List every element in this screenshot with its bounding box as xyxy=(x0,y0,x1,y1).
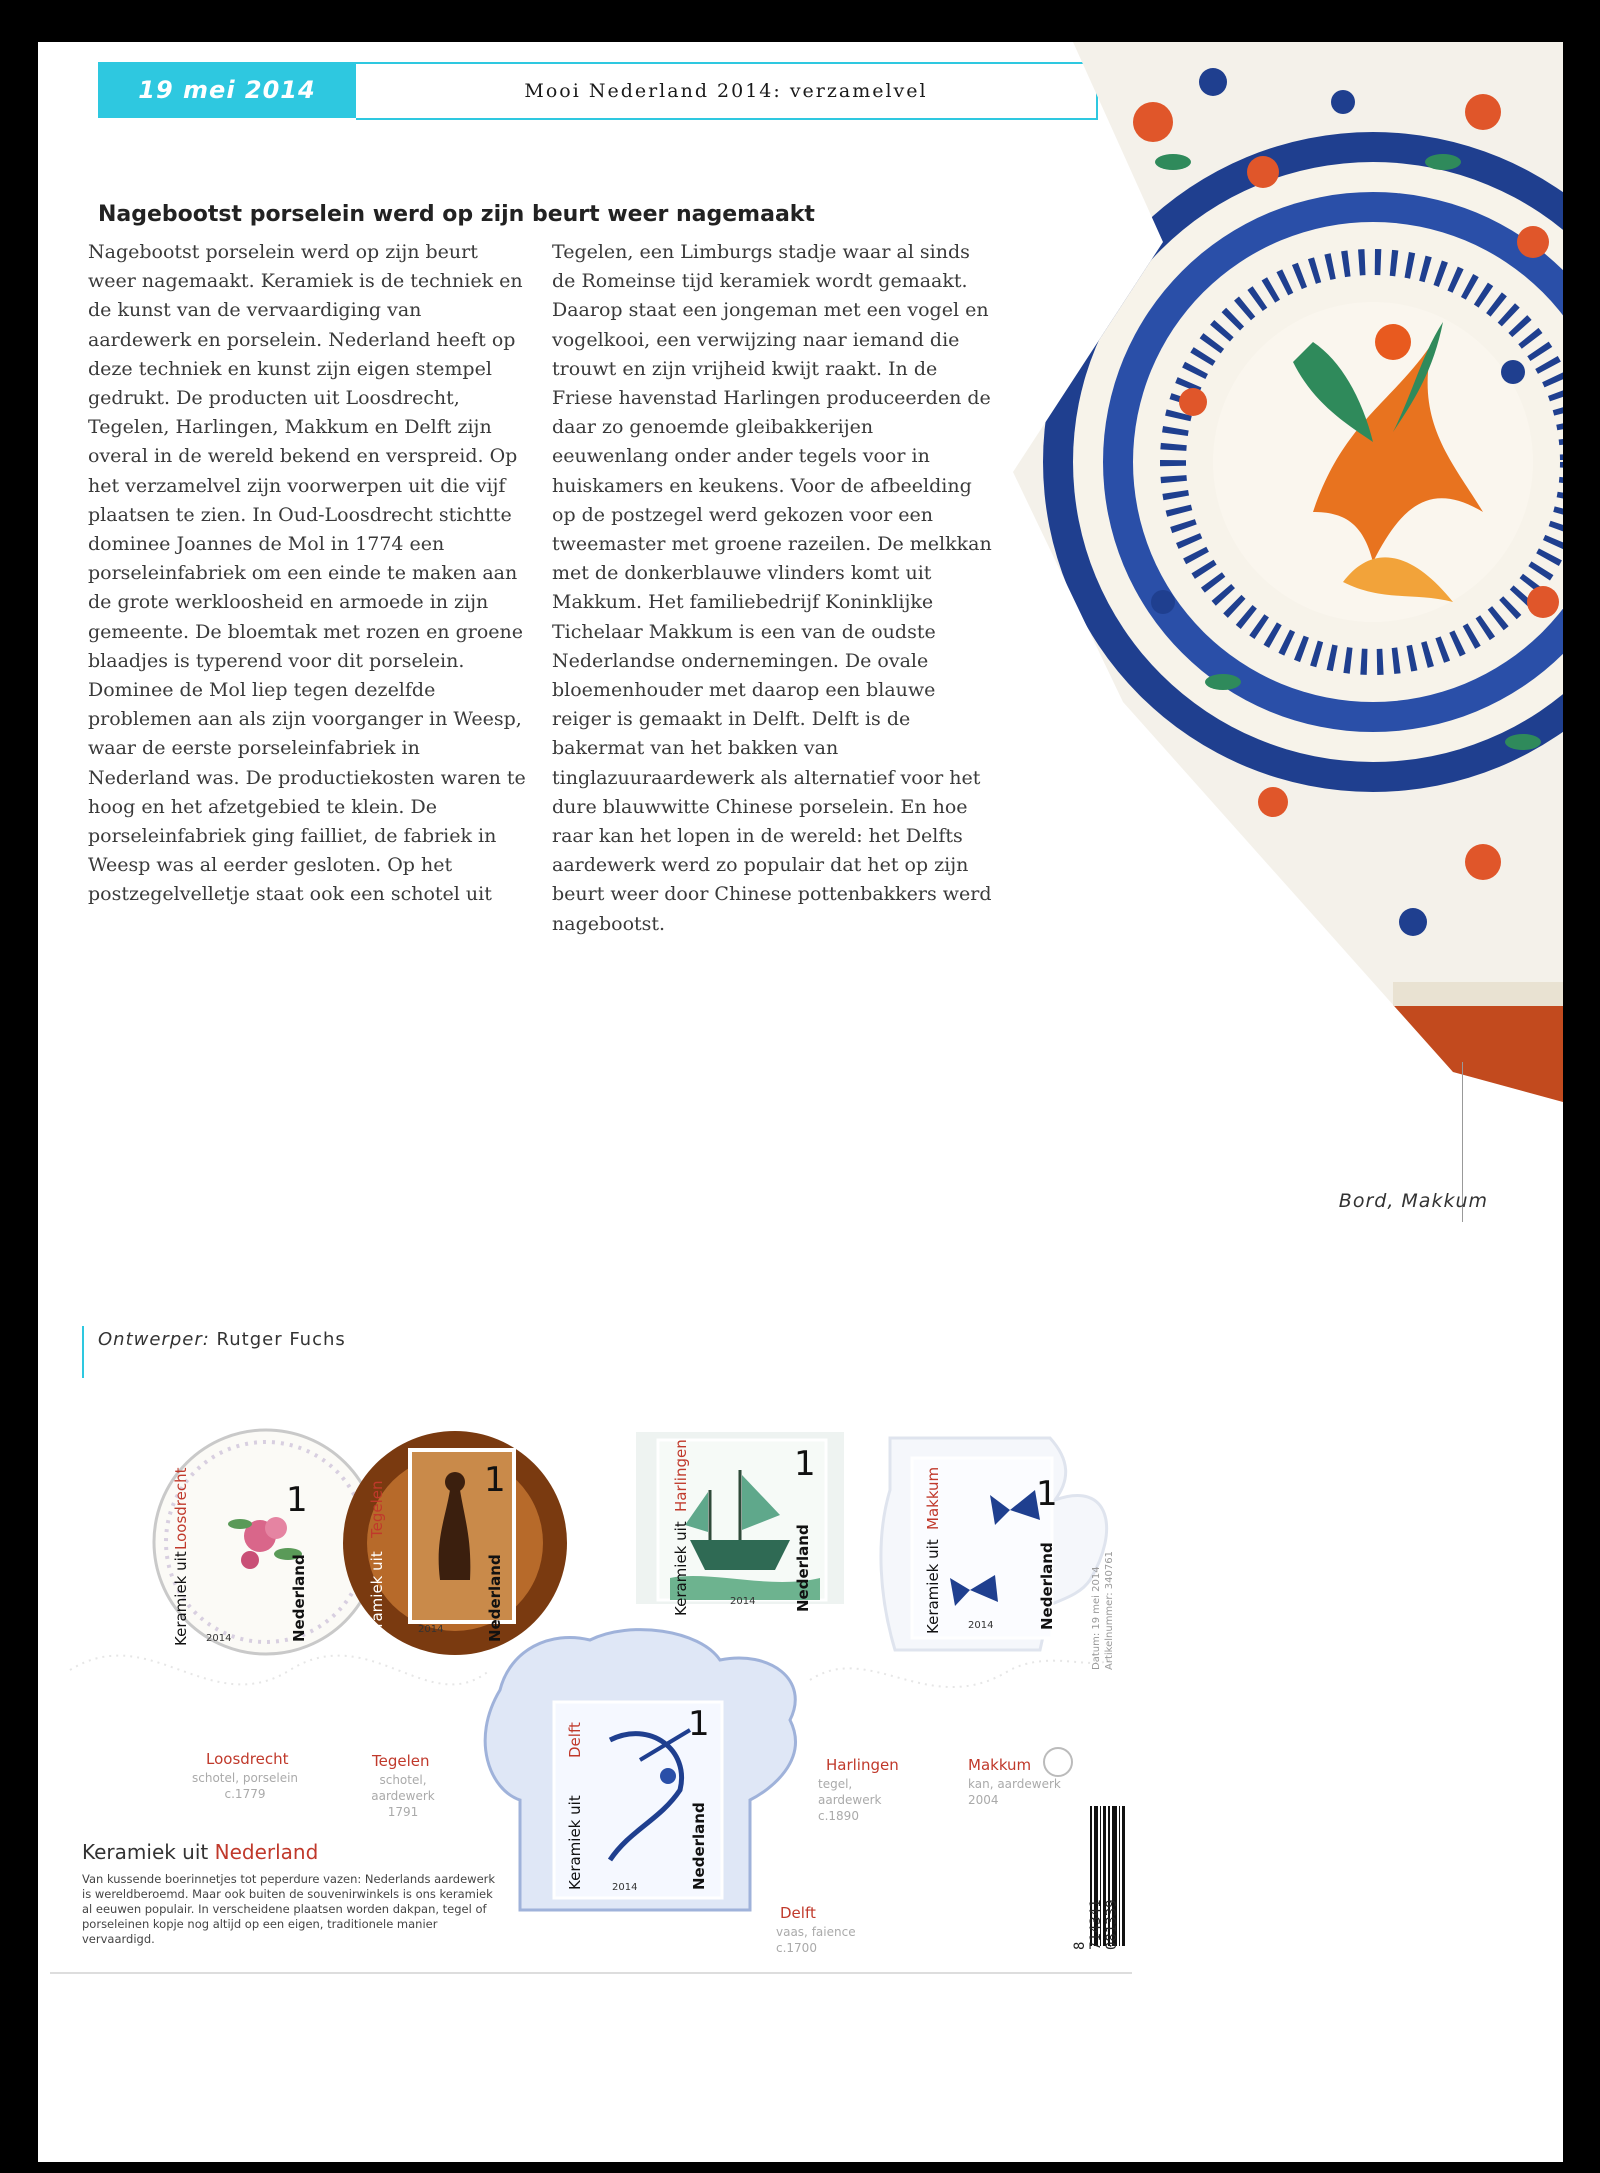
sheet-side-info: Datum: 19 mei 2014 Artikelnummer: 340761 xyxy=(1091,1551,1115,1670)
designer-label: Ontwerper: xyxy=(98,1329,210,1350)
barcode-number: 8 714341 081339 xyxy=(1072,1899,1120,1950)
stamp-delft-country: Nederland xyxy=(690,1802,708,1890)
stamp-harlingen-country: Nederland xyxy=(794,1524,812,1612)
stamp-loosdrecht-place: Loosdrecht xyxy=(172,1467,190,1550)
stamp-delft-year: 2014 xyxy=(612,1882,638,1893)
stamp-delft-place: Delft xyxy=(566,1722,584,1758)
stamp-makkum-prefix: Keramiek uit xyxy=(924,1539,942,1634)
article-title: Nagebootst porselein werd op zijn beurt weer nagemaakt xyxy=(98,202,815,227)
stamp-tegelen-year: 2014 xyxy=(418,1624,444,1635)
designer-credit xyxy=(82,1326,346,1378)
stamp-tegelen-prefix: Keramiek uit xyxy=(368,1551,386,1646)
stamp-sheet xyxy=(50,1420,1132,1974)
stamp-tegelen-place: Tegelen xyxy=(368,1480,386,1538)
sheet-title: Keramiek uit Nederland xyxy=(82,1840,319,1864)
stamp-loosdrecht-country: Nederland xyxy=(290,1554,308,1642)
caption-loosdrecht-object: schotel, porselein c.1779 xyxy=(191,1771,299,1801)
stamp-delft-value: 1 xyxy=(688,1704,710,1744)
caption-tegelen-object: schotel, aardewerk 1791 xyxy=(371,1773,435,1819)
stamp-harlingen-value: 1 xyxy=(794,1444,816,1484)
page-bottom xyxy=(38,2118,1563,2162)
sheet-description: Van kussende boerinnetjes tot peperdure vazen: Nederlands aardewerk is wereldberoemd. Maar ook buiten de souvenirwinkels is ons keramiek al eeuwen populair. In verscheidene plaatsen worden dakpan, tegel of porseleinen kopje nog altijd op een eigen, traditionele manier vervaardigd. xyxy=(82,1872,496,1946)
header-title: Mooi Nederland 2014: verzamelvel xyxy=(356,62,1098,120)
caption-delft: Delft xyxy=(780,1904,816,1922)
date-tab: 19 mei 2014 xyxy=(98,62,356,118)
article-column-right: Tegelen, een Limburgs stadje waar al sinds de Romeinse tijd keramiek wordt gemaakt. Daarop staat een jongeman met een vogel en vogelkooi, een verwijzing naar iemand die trouwt en zijn vrijheid kwijt raakt. In de Friese havenstad Harlingen produceerden de daar zo genoemde gleibakkerijen eeuwenlang onder ander tegels voor in huiskamers en keukens. Voor de afbeelding op de postzegel werd gekozen voor een tweemaster met groene razeilen. De melkkan met de donkerblauwe vlinders komt uit Makkum. Het familiebedrijf Koninklijke Tichelaar Makkum is een van de oudste Nederlandse ondernemingen. De ovale bloemenhouder met daarop een blauwe reiger is gemaakt in Delft. Delft is de bakermat van het bakken van tinglazuuraardewerk als alternatief voor het dure blauwwitte Chinese porselein. En hoe raar kan het lopen in de wereld: het Delfts aardewerk werd zo populair dat het op zijn beurt weer door Chinese pottenbakkers werd nagebootst. xyxy=(552,241,992,935)
image-caption: Bord, Makkum xyxy=(1338,1190,1488,1212)
stamp-tegelen-value: 1 xyxy=(484,1460,506,1500)
stamp-loosdrecht-value: 1 xyxy=(286,1480,308,1520)
stamp-delft-prefix: Keramiek uit xyxy=(566,1795,584,1890)
caption-makkum: Makkum xyxy=(968,1756,1032,1774)
caption-harlingen: Harlingen xyxy=(826,1756,899,1774)
designer-name: Rutger Fuchs xyxy=(216,1329,346,1350)
stamp-harlingen-prefix: Keramiek uit xyxy=(672,1521,690,1616)
stamp-makkum-country: Nederland xyxy=(1038,1542,1056,1630)
stamp-makkum-value: 1 xyxy=(1036,1474,1058,1514)
stamp-loosdrecht-year: 2014 xyxy=(206,1633,232,1644)
caption-loosdrecht: Loosdrecht xyxy=(206,1750,289,1768)
caption-harlingen-object: tegel, aardewerk c.1890 xyxy=(818,1777,882,1823)
stamp-harlingen-year: 2014 xyxy=(730,1596,756,1607)
caption-makkum-object: kan, aardewerk 2004 xyxy=(968,1777,1061,1807)
stamp-loosdrecht-prefix: Keramiek uit xyxy=(172,1551,190,1646)
makkum-plate-image xyxy=(1013,42,1563,1102)
postnl-logo xyxy=(1044,1748,1072,1776)
article-column-left: Nagebootst porselein werd op zijn beurt weer nagemaakt. Keramiek is de techniek en de kunst van de vervaardiging van aardewerk en porselein. Nederland heeft op deze techniek en kunst zijn eigen stempel gedrukt. De producten uit Loosdrecht, Tegelen, Harlingen, Makkum en Delft zijn overal in de wereld bekend en verspreid. Op het verzamelvel zijn voorwerpen uit die vijf plaatsen te zien. In Oud-Loosdrecht stichtte dominee Joannes de Mol in 1774 een porseleinfabriek om een einde te maken aan de grote werkloosheid en armoede in zijn gemeente. De bloemtak met rozen en groene blaadjes is typerend voor dit porselein. Dominee de Mol liep tegen dezelfde problemen aan als zijn voorganger in Weesp, waar de eerste porseleinfabriek in Nederland was. De productiekosten waren te hoog en het afzetgebied te klein. De porseleinfabriek ging failliet, de fabriek in Weesp was al eerder gesloten. Op het postzegelvelletje staat ook een schotel uit xyxy=(88,241,526,906)
stamp-makkum-year: 2014 xyxy=(968,1620,994,1631)
stamp-tegelen-country: Nederland xyxy=(486,1554,504,1642)
stamp-harlingen-place: Harlingen xyxy=(672,1439,690,1512)
page xyxy=(38,42,1563,2162)
caption-tegelen: Tegelen xyxy=(372,1752,430,1770)
caption-delft-object: vaas, faience c.1700 xyxy=(776,1925,856,1955)
stamp-makkum-place: Makkum xyxy=(924,1466,942,1530)
